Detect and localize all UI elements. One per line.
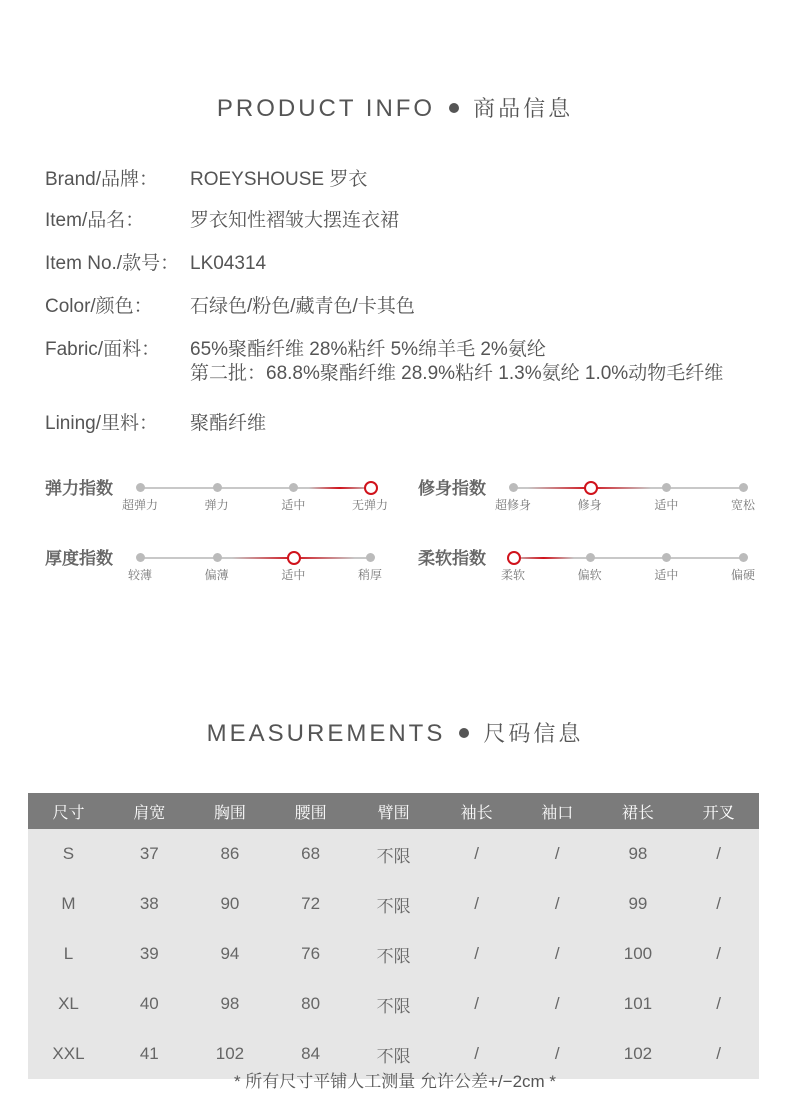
info-value: 罗衣知性褶皱大摆连衣裙: [190, 210, 400, 231]
header-cell: 肩宽: [109, 793, 190, 829]
scale-highlight: [513, 557, 574, 559]
table-cell: /: [716, 894, 721, 913]
scale-marker: [213, 553, 222, 562]
header-cell: 臂围: [351, 793, 436, 829]
table-cell: 37: [139, 844, 159, 863]
header-cell: 腰围: [270, 793, 351, 829]
table-cell: 100: [623, 944, 653, 963]
table-cell: 不限: [376, 946, 411, 966]
table-cell: /: [474, 944, 479, 963]
header-cell: 尺寸: [28, 793, 109, 829]
header-cell: 袖口: [517, 793, 598, 829]
table-header-row: [28, 793, 759, 829]
table-cell: 40: [139, 994, 159, 1013]
scale-active-marker: [507, 551, 521, 565]
table-cell: XL: [58, 994, 79, 1013]
table-cell: M: [61, 894, 76, 913]
scale-softness: [418, 544, 773, 594]
table-cell: 90: [220, 894, 240, 913]
table-cell: /: [554, 1044, 560, 1063]
table-cell: /: [474, 844, 479, 863]
scale-level-label: 超修身: [494, 498, 532, 512]
table-cell: 76: [301, 944, 321, 963]
scale-marker: [739, 483, 748, 492]
measurements-title-cn: 尺码信息: [483, 721, 584, 746]
scale-marker: [289, 483, 298, 492]
scale-active-marker: [364, 481, 378, 495]
table-cell: 99: [628, 894, 648, 913]
scale-title: 修身指数: [418, 479, 486, 498]
table-cell: /: [474, 994, 479, 1013]
table-cell: 不限: [376, 846, 411, 866]
info-value: ROEYSHOUSE 罗衣: [190, 169, 368, 190]
scale-level-label: 无弹力: [351, 498, 389, 512]
table-cell: /: [716, 994, 721, 1013]
table-cell: 102: [623, 1044, 653, 1063]
table-body: [28, 829, 759, 1079]
header-cell: 裙长: [598, 793, 679, 829]
scale-level-label: 偏硬: [730, 568, 756, 582]
measurements-title: [0, 717, 790, 748]
scale-title: 弹力指数: [45, 479, 113, 498]
title-dot-icon: [449, 103, 459, 113]
measurements-title-en: MEASUREMENTS: [206, 720, 446, 747]
info-row-brand: [45, 167, 368, 193]
info-value: 聚酯纤维: [190, 413, 267, 434]
info-value: LK04314: [190, 253, 267, 274]
size-table: [28, 793, 759, 1079]
scale-level-label: 弹力: [204, 498, 229, 512]
title-dot-icon: [459, 728, 469, 738]
table-cell: /: [716, 944, 721, 963]
scale-level-label: 适中: [281, 568, 306, 582]
table-cell: /: [554, 994, 560, 1013]
info-row-item-no: [45, 251, 267, 277]
info-value: 65%聚酯纤维 28%粘纤 5%绵羊毛 2%氨纶: [190, 339, 546, 360]
scale-level-label: 适中: [654, 498, 679, 512]
scale-marker: [586, 553, 595, 562]
scale-level-label: 较薄: [127, 568, 153, 582]
scale-level-label: 超弹力: [121, 498, 159, 512]
table-cell: /: [716, 844, 721, 863]
table-cell: L: [63, 944, 74, 963]
table-cell: 98: [628, 844, 648, 863]
table-row: [28, 979, 759, 1029]
product-info-title-en: PRODUCT INFO: [216, 95, 436, 122]
scale-level-label: 适中: [281, 498, 306, 512]
scale-marker: [213, 483, 222, 492]
table-cell: 不限: [376, 1046, 411, 1066]
info-label: Item No./款号：: [45, 253, 180, 274]
scale-thickness: [45, 544, 400, 594]
table-row: [28, 829, 759, 879]
table-cell: /: [554, 894, 560, 913]
scale-level-label: 稍厚: [357, 568, 383, 582]
scale-level-label: 柔软: [500, 568, 526, 582]
info-value: 石绿色/粉色/藏青色/卡其色: [190, 296, 415, 317]
table-cell: 72: [301, 894, 321, 913]
scale-marker: [662, 553, 671, 562]
info-label: Fabric/面料：: [45, 339, 161, 360]
scale-level-label: 适中: [654, 568, 679, 582]
info-row-item: [45, 208, 400, 234]
table-cell: 102: [215, 1044, 245, 1063]
scale-marker: [739, 553, 748, 562]
table-cell: /: [474, 1044, 479, 1063]
scale-highlight: [309, 487, 370, 489]
info-label: Color/颜色：: [45, 296, 153, 317]
scale-slim-fit: [418, 474, 773, 524]
table-cell: 39: [139, 944, 159, 963]
table-cell: /: [474, 894, 479, 913]
table-cell: XXL: [52, 1044, 85, 1063]
info-row-lining: [45, 411, 267, 437]
scale-level-label: 偏软: [577, 568, 602, 582]
table-cell: /: [716, 1044, 721, 1063]
scale-level-label: 宽松: [730, 498, 756, 512]
info-value-second-batch: 第二批：68.8%聚酯纤维 28.9%粘纤 1.3%氨纶 1.0%动物毛纤维: [190, 363, 724, 384]
product-info-title-cn: 商品信息: [473, 96, 574, 121]
info-label: Item/品名：: [45, 210, 145, 231]
scale-elasticity: [45, 474, 400, 524]
table-cell: 80: [301, 994, 321, 1013]
measurement-footnote: * 所有尺寸平铺人工测量 允许公差+/−2cm *: [233, 1072, 557, 1091]
table-cell: 86: [220, 844, 240, 863]
table-cell: /: [554, 844, 560, 863]
scale-marker: [662, 483, 671, 492]
header-cell: 开叉: [678, 793, 759, 829]
scale-active-marker: [584, 481, 598, 495]
table-cell: S: [62, 844, 75, 863]
header-cell: 胸围: [190, 793, 271, 829]
table-cell: 84: [301, 1044, 321, 1063]
scale-marker: [136, 483, 145, 492]
table-cell: 38: [139, 894, 159, 913]
table-cell: 41: [139, 1044, 159, 1063]
table-row: [28, 879, 759, 929]
scale-title: 柔软指数: [418, 549, 486, 568]
scale-marker: [366, 553, 375, 562]
info-label: Brand/品牌：: [45, 169, 158, 190]
scale-level-label: 偏薄: [204, 568, 229, 582]
table-row: [28, 929, 759, 979]
info-row-fabric: [45, 337, 724, 387]
info-row-color: [45, 294, 415, 320]
scale-marker: [509, 483, 518, 492]
table-cell: 不限: [376, 896, 411, 916]
product-info-title: [0, 92, 790, 123]
header-cell: 袖长: [436, 793, 517, 829]
table-cell: 98: [220, 994, 240, 1013]
table-cell: 101: [623, 994, 653, 1013]
table-cell: /: [554, 944, 560, 963]
scale-level-label: 修身: [577, 498, 602, 512]
table-cell: 不限: [376, 996, 411, 1016]
info-label: Lining/里料：: [45, 413, 158, 434]
table-cell: 68: [301, 844, 321, 863]
scale-title: 厚度指数: [45, 549, 113, 568]
scale-marker: [136, 553, 145, 562]
scale-active-marker: [287, 551, 301, 565]
table-cell: 94: [220, 944, 240, 963]
